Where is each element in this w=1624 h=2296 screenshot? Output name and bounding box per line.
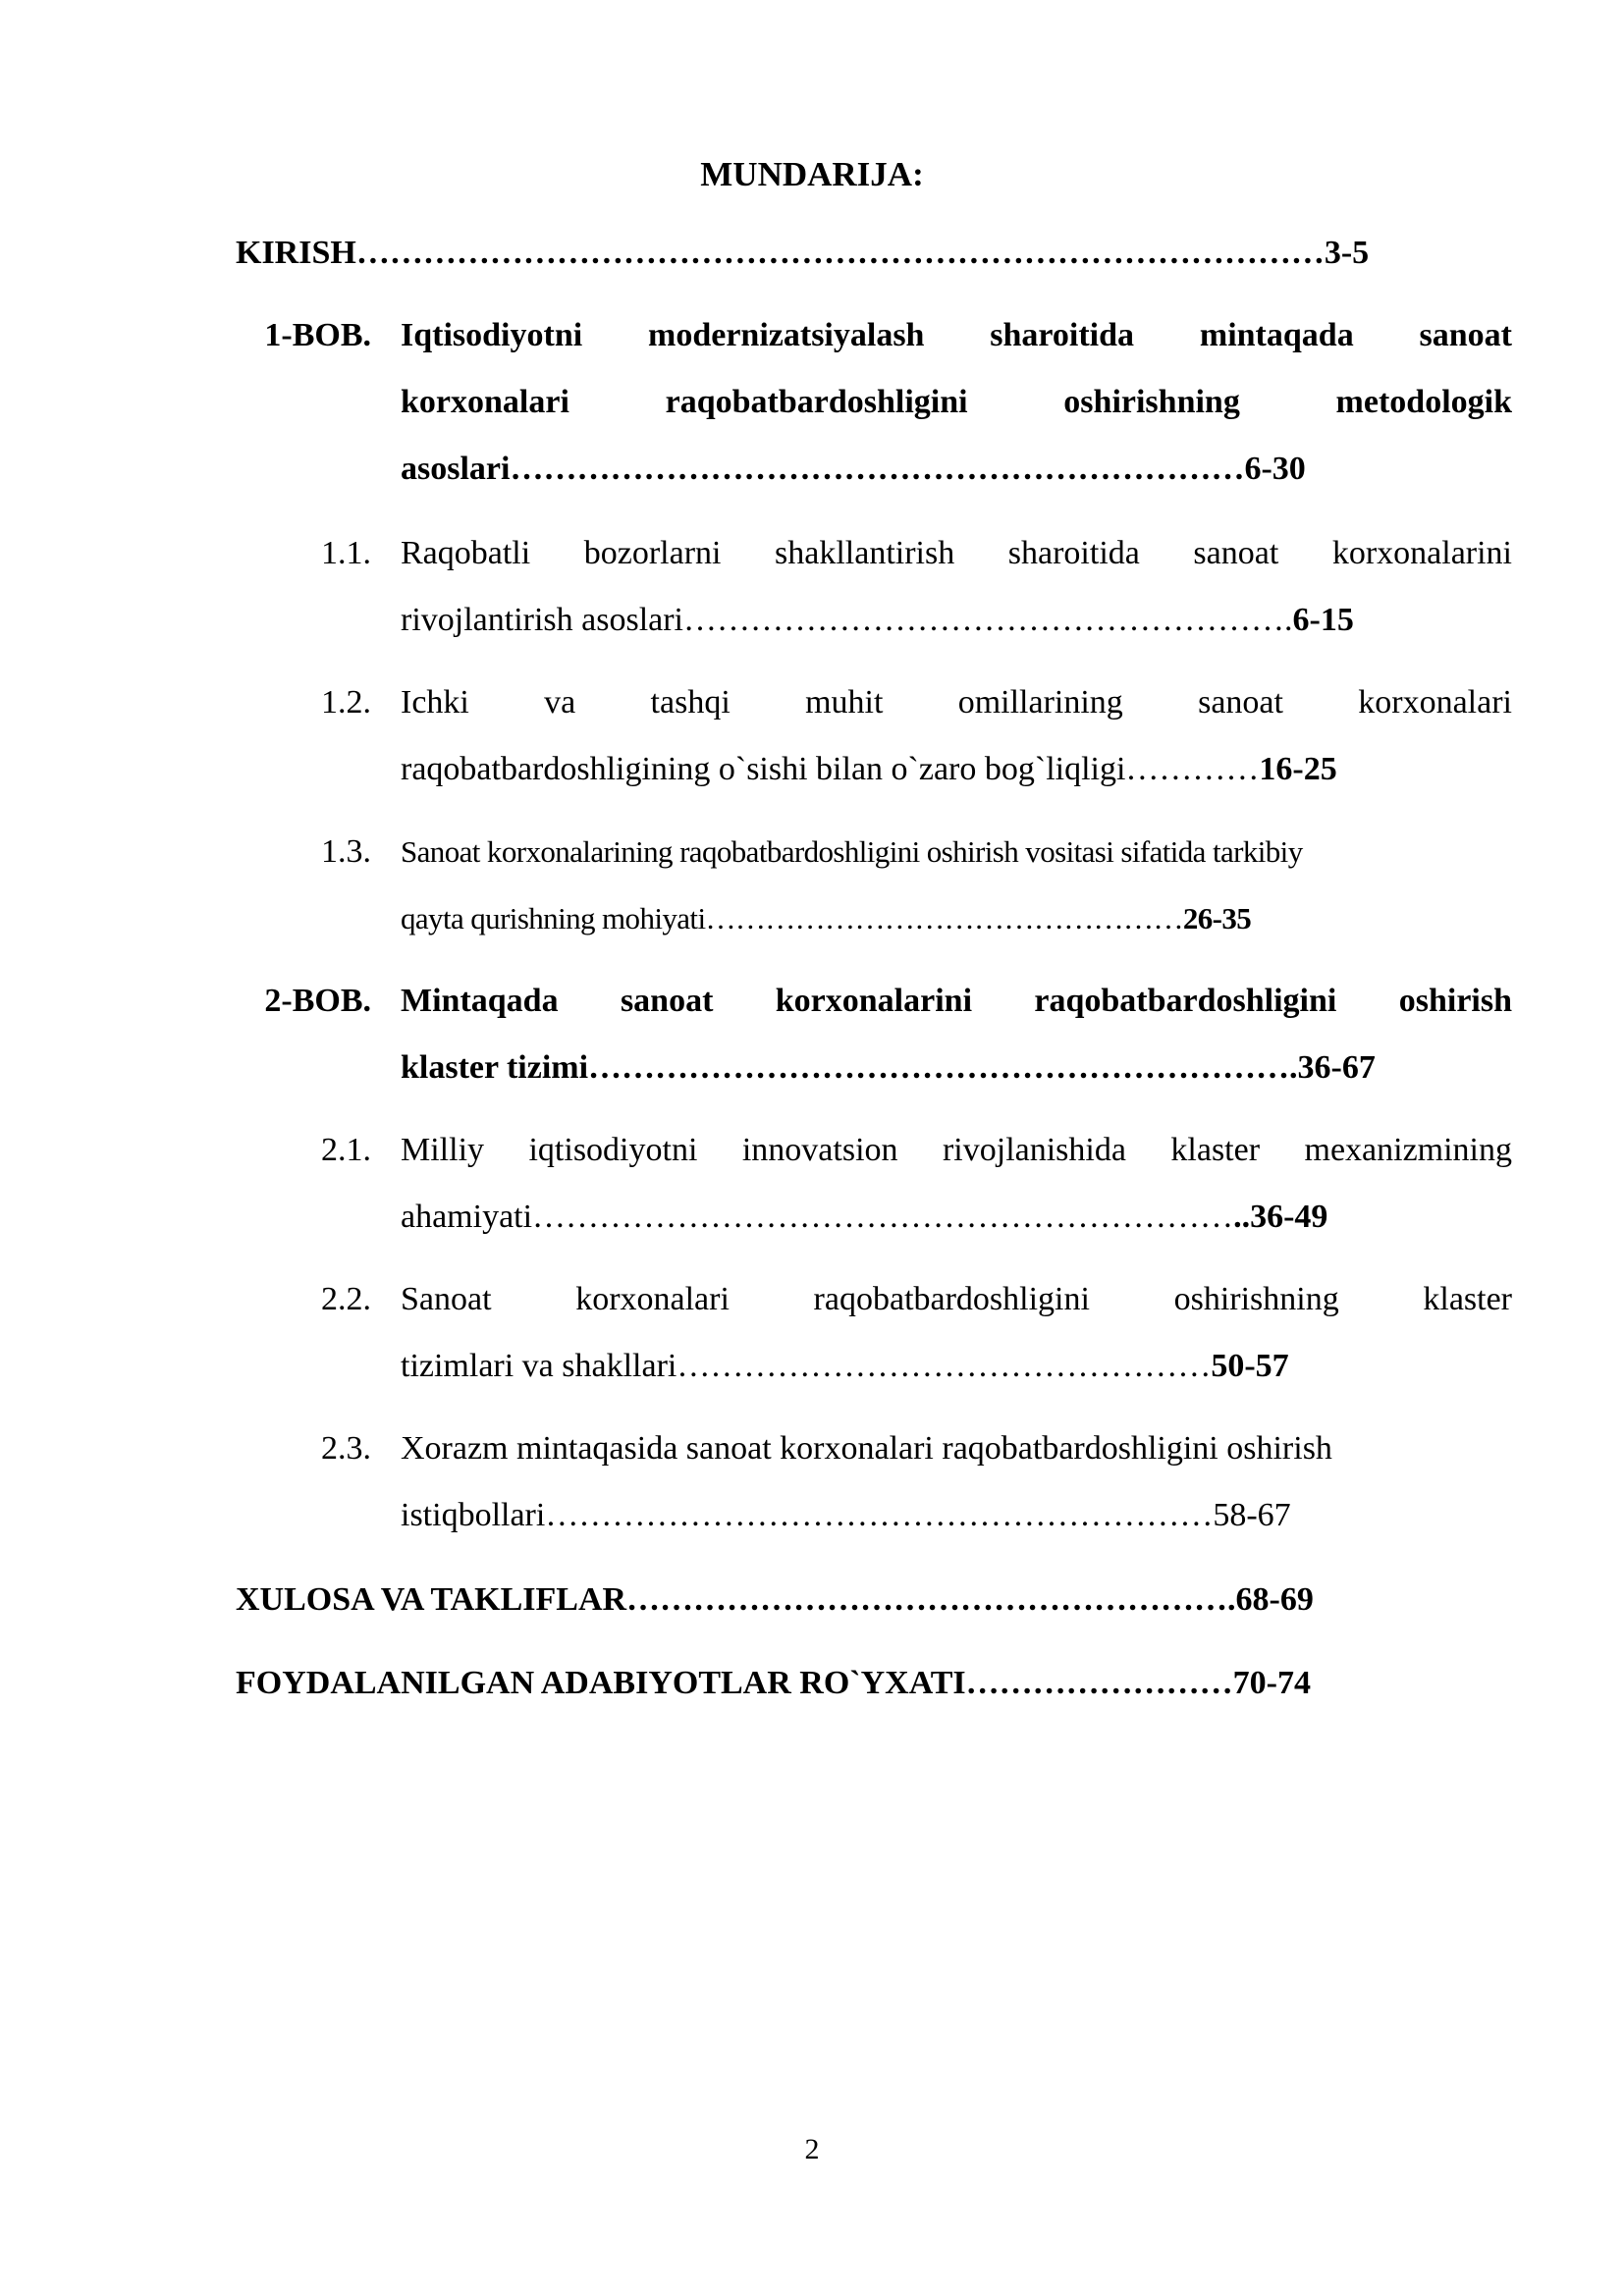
- toc-entry-number: 2.1.: [321, 1132, 371, 1168]
- toc-entry-line: [401, 601, 1354, 640]
- toc-entry-line: korxonalari raqobatbardoshligini oshirishning metodologik: [401, 384, 1512, 420]
- toc-entry-number: 2-BOB.: [264, 983, 371, 1019]
- toc-entry-line: Iqtisodiyotni modernizatsiyalash sharoitida mintaqada sanoat: [401, 317, 1512, 353]
- toc-entry-number: 2.2.: [321, 1281, 371, 1317]
- toc-entry-line: Mintaqada sanoat korxonalarini raqobatbardoshligini oshirish: [401, 983, 1512, 1019]
- toc-entry-number: 1-BOB.: [264, 317, 371, 353]
- toc-entry-number: 1.3.: [321, 833, 371, 870]
- toc-entry-line: Xorazm mintaqasida sanoat korxonalari raqobatbardoshligini oshirish: [401, 1430, 1332, 1467]
- toc-entry-line: istiqbollari……………………………………………………58-67: [401, 1497, 1291, 1533]
- page-number: 2: [804, 2133, 820, 2165]
- toc-entry-line: Raqobatli bozorlarni shakllantirish sharoitida sanoat korxonalarini: [401, 535, 1512, 571]
- toc-entry-page: 26-35: [1182, 901, 1252, 935]
- toc-entry-page: 6-15: [1292, 602, 1354, 638]
- toc-entry-number: 2.3.: [321, 1430, 371, 1467]
- toc-entry-dots: ahamiyati………………………………………………………: [401, 1199, 1234, 1235]
- toc-entry-line: asoslari…………………………………………………………6-30: [401, 451, 1306, 487]
- toc-entry-dots: rivojlantirish asoslari……………………………………………….: [401, 602, 1293, 638]
- toc-entry-line: Sanoat korxonalarining raqobatbardoshligini oshirish vositasi sifatida tarkibiy: [401, 834, 1303, 869]
- toc-entry-kirish: KIRISH……………………………………………………………………………3-5: [236, 235, 1370, 271]
- toc-entry-line: Milliy iqtisodiyotni innovatsion rivojlanishida klaster mexanizmining: [401, 1132, 1512, 1168]
- toc-entry-page: 16-25: [1259, 751, 1337, 787]
- toc-entry-dots: qayta qurishning mohiyati…………………………………………: [401, 901, 1183, 935]
- toc-entry-number: 1.2.: [321, 684, 371, 721]
- toc-entry-line: [401, 1198, 1327, 1237]
- toc-entry-page: ..36-49: [1233, 1199, 1328, 1235]
- toc-entry-line: [401, 899, 1251, 938]
- toc-entry-line: Ichki va tashqi muhit omillarining sanoat korxonalari: [401, 684, 1512, 721]
- toc-entry-dots: tizimlari va shakllari…………………………………………: [401, 1348, 1212, 1384]
- toc-entry-line: [401, 1347, 1289, 1386]
- toc-entry-number: 1.1.: [321, 535, 371, 571]
- toc-entry-page: 50-57: [1211, 1348, 1289, 1384]
- toc-entry-line: [401, 750, 1337, 789]
- toc-entry-line: klaster tizimi……………………………………………………….36-67: [401, 1049, 1376, 1086]
- page-title: MUNDARIJA:: [700, 155, 924, 193]
- toc-entry-dots: raqobatbardoshligining o`sishi bilan o`zaro bog`liqligi…………: [401, 751, 1260, 787]
- toc-entry-xulosa: XULOSA VA TAKLIFLAR……………………………………………….68-69: [236, 1581, 1314, 1618]
- toc-entry-adabiyotlar: FOYDALANILGAN ADABIYOTLAR RO`YXATI……………………70-74: [236, 1665, 1311, 1701]
- toc-entry-line: Sanoat korxonalari raqobatbardoshligini oshirishning klaster: [401, 1281, 1512, 1317]
